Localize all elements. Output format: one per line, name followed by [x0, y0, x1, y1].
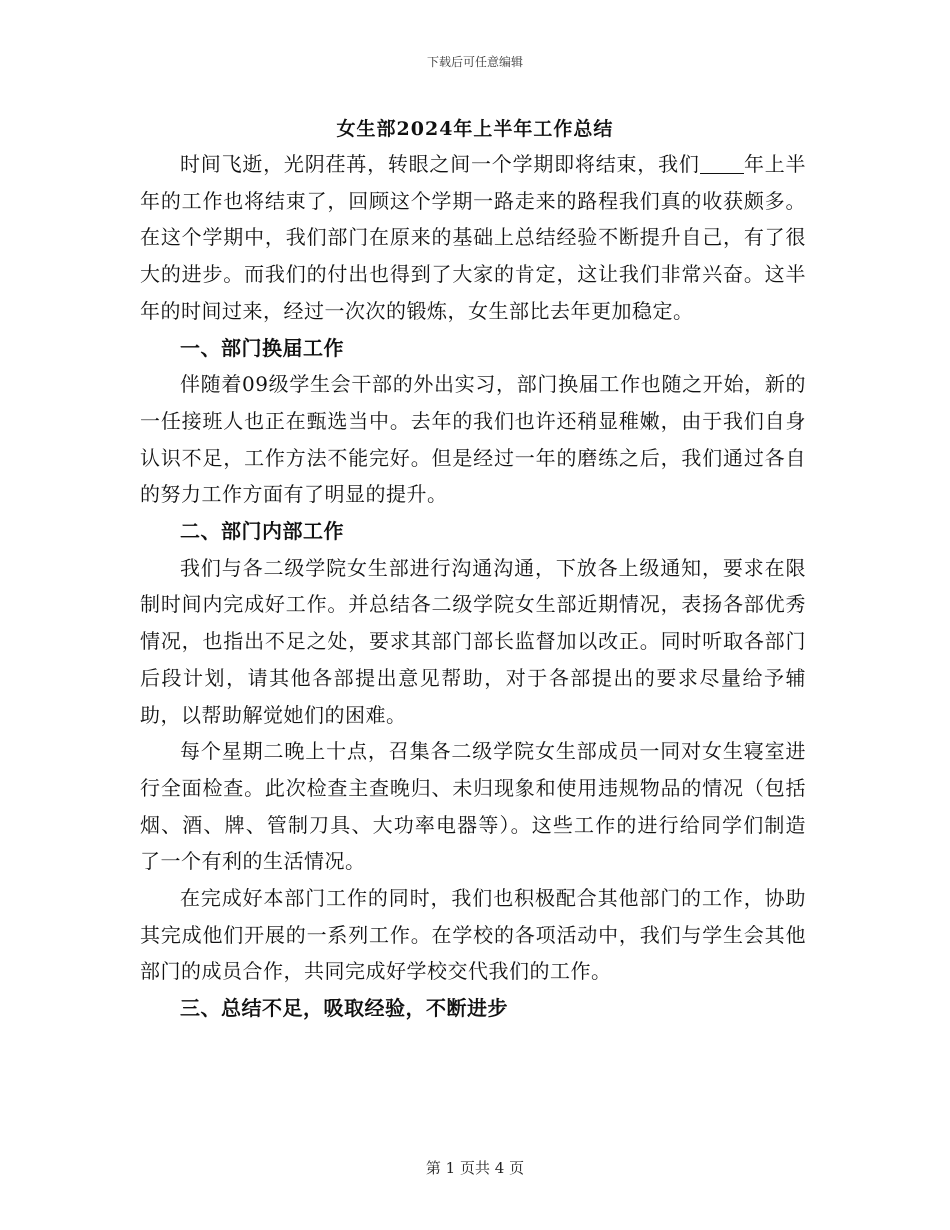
section-2-paragraph-1: 我们与各二级学院女生部进行沟通沟通，下放各上级通知，要求在限制时间内完成好工作。并总结各二级学院女生部近期情况，表扬各部优秀情况，也指出不足之处，要求其部门部长监督加以改正。同时听取各部门后段计划，请其他各部提出意见帮助，对于各部提出的要求尽量给予辅助，以帮助解觉她们的困难。 [140, 555, 806, 727]
page-footer: 第 1 页共 4 页 [425, 1159, 525, 1177]
intro-paragraph [140, 146, 806, 330]
header-note: 下载后可任意编辑 [426, 55, 523, 69]
section-3-heading: 三、总结不足，吸取经验，不断进步 [180, 996, 508, 1021]
document-body [140, 146, 806, 1027]
section-1-paragraph: 伴随着09级学生会干部的外出实习，部门换届工作也随之开始，新的一任接班人也正在甄选当中。去年的我们也许还稍显稚嫩，由于我们自身认识不足，工作方法不能完好。但是经过一年的磨练之后，我们通过各自的努力工作方面有了明显的提升。 [140, 372, 806, 507]
document-title: 女生部2024年上半年工作总结 [336, 118, 614, 140]
section-2-paragraph-2: 每个星期二晚上十点，召集各二级学院女生部成员一同对女生寝室进行全面检查。此次检查主查晚归、未归现象和使用违规物品的情况（包括烟、酒、牌、管制刀具、大功率电器等）。这些工作的进行给同学们制造了一个有利的生活情况。 [140, 739, 806, 874]
year-blank [700, 153, 744, 174]
section-2-paragraph-3: 在完成好本部门工作的同时，我们也积极配合其他部门的工作，协助其完成他们开展的一系列工作。在学校的各项活动中，我们与学生会其他部门的成员合作，共同完成好学校交代我们的工作。 [140, 886, 806, 984]
section-1-heading: 一、部门换届工作 [180, 335, 344, 360]
section-2-heading: 二、部门内部工作 [180, 519, 344, 544]
intro-text-after-blank: 年上半年的工作也将结束了，回顾这个学期一路走来的路程我们真的收获颇多。在这个学期中，我们部门在原来的基础上总结经验不断提升自己，有了很大的进步。而我们的付出也得到了大家的肯定，这让我们非常兴奋。这半年的时间过来，经过一次次的锻炼，女生部比去年更加稳定。 [140, 152, 807, 323]
intro-text-before-blank: 时间飞逝，光阴荏苒，转眼之间一个学期即将结束，我们 [180, 152, 700, 176]
